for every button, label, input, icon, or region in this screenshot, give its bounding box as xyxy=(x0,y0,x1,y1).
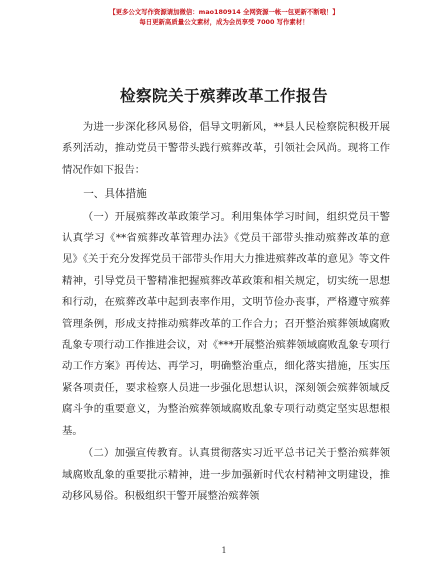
promo-banner xyxy=(0,7,448,27)
section-heading: 一、具体措施 xyxy=(83,188,147,201)
measure-paragraph-1: （一）开展殡葬改革政策学习。利用集体学习时间，组织党员干警认真学习《**省殡葬改革管理办法》《党员干部带头推动殡葬改革的意见》《关于充分发挥党员干部带头作用大力推进殡葬改革的意见》等文件精神，引导党员干警精准把握殡葬改革政策和相关规定，切实统一思想和行动，在殡葬改革中起到表率作用，文明节俭办丧事，严格遵守殡葬管理条例，形成支持推动殡葬改革的工作合力；召开整治殡葬领域腐败乱象专项行动工作推进会议，对《***开展整治殡葬领域腐败乱象专项行动工作方案》再传达、再学习，明确整治重点，细化落实措施，压实压紧各项责任，要求检察人员进一步强化思想认识，深刻领会殡葬领域反腐斗争的重要意义，为整治殡葬领域腐败乱象专项行动奠定坚实思想根基。 xyxy=(62,210,390,437)
measure-paragraph-2: （二）加强宣传教育。认真贯彻落实习近平总书记关于整治殡葬领域腐败乱象的重要批示精神，进一步加强新时代农村精神文明建设，推动移风易俗。积极组织干警开展整治殡葬领 xyxy=(62,447,390,502)
promo-line-2: 每日更新高质量公文素材，成为会员享受 7000 写作素材！ xyxy=(139,18,309,26)
document-title: 检察院关于殡葬改革工作报告 xyxy=(119,87,328,105)
document-body xyxy=(62,117,390,507)
intro-paragraph: 为进一步深化移风易俗，倡导文明新风，**县人民检察院积极开展系列活动，推动党员干警带头践行殡葬改革，引领社会风尚。现将工作情况作如下报告： xyxy=(62,121,390,176)
page-number: 1 xyxy=(221,546,227,555)
promo-line-1: 【更多公文写作资源请加微信：mao180914 全网资源一帐一包更新不断哦！】 xyxy=(109,8,339,16)
